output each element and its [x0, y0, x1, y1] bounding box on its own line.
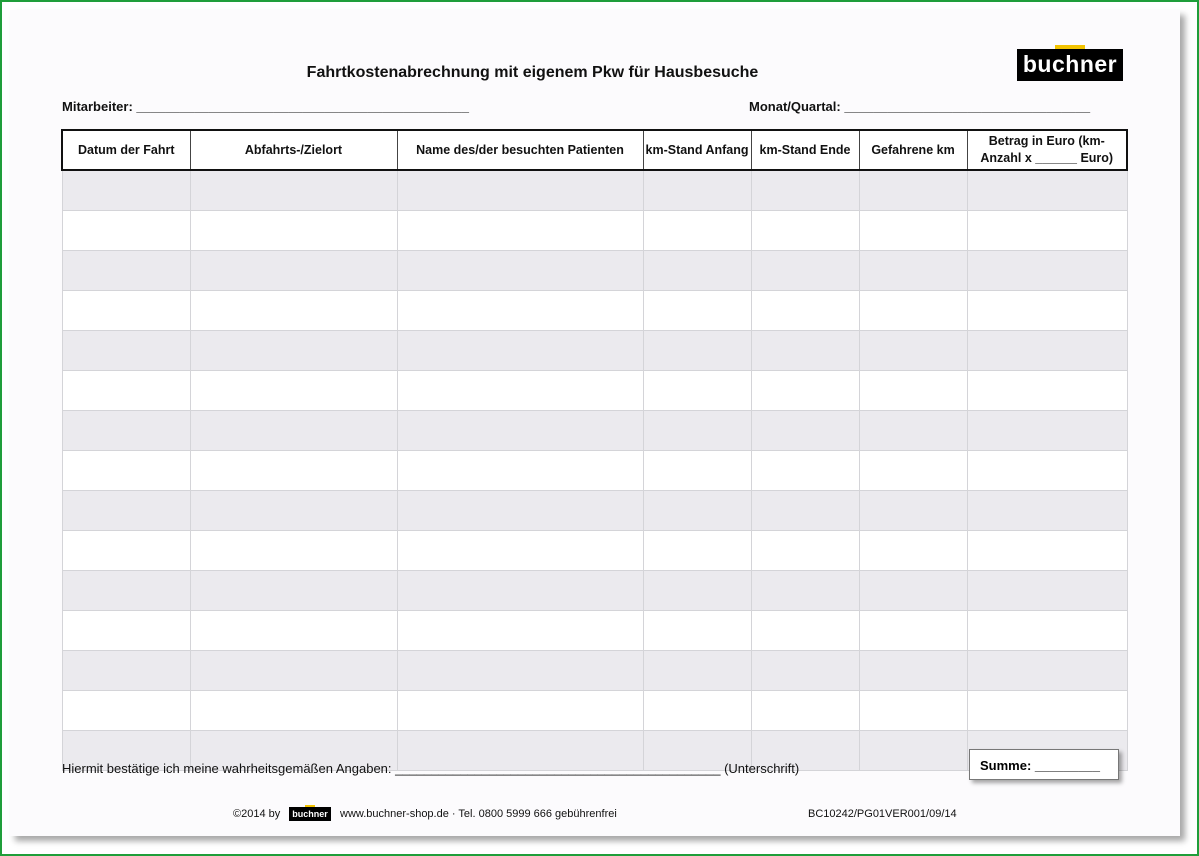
- table-cell[interactable]: [62, 611, 190, 651]
- table-cell[interactable]: [751, 691, 859, 731]
- table-cell[interactable]: [190, 170, 397, 211]
- table-cell[interactable]: [967, 651, 1127, 691]
- table-cell[interactable]: [859, 331, 967, 371]
- table-body: [62, 170, 1127, 771]
- header-km-driven: Gefahrene km: [859, 130, 967, 170]
- table-cell[interactable]: [643, 611, 751, 651]
- table-cell[interactable]: [751, 411, 859, 451]
- table-cell[interactable]: [62, 531, 190, 571]
- table-cell[interactable]: [397, 291, 643, 331]
- table-cell[interactable]: [190, 411, 397, 451]
- period-field[interactable]: Monat/Quartal: __________________________________: [749, 99, 1091, 114]
- logo-text: buchner: [1022, 51, 1118, 77]
- table-cell[interactable]: [859, 691, 967, 731]
- table-cell[interactable]: [190, 531, 397, 571]
- table-cell[interactable]: [751, 531, 859, 571]
- table-cell[interactable]: [859, 251, 967, 291]
- table-cell[interactable]: [859, 731, 967, 771]
- table-cell[interactable]: [397, 571, 643, 611]
- table-cell[interactable]: [859, 611, 967, 651]
- header-date: Datum der Fahrt: [62, 130, 190, 170]
- table-cell[interactable]: [62, 291, 190, 331]
- table-cell[interactable]: [967, 451, 1127, 491]
- table-cell[interactable]: [751, 491, 859, 531]
- table-cell[interactable]: [190, 211, 397, 251]
- table-cell[interactable]: [967, 291, 1127, 331]
- table-row: [62, 251, 1127, 291]
- footer-logo-accent: [305, 805, 315, 807]
- table-cell[interactable]: [62, 651, 190, 691]
- table-cell[interactable]: [751, 170, 859, 211]
- table-cell[interactable]: [190, 611, 397, 651]
- table-cell[interactable]: [751, 331, 859, 371]
- table-cell[interactable]: [190, 691, 397, 731]
- table-cell[interactable]: [643, 451, 751, 491]
- buchner-logo: [1017, 49, 1123, 81]
- table-row: [62, 691, 1127, 731]
- table-cell[interactable]: [397, 411, 643, 451]
- table-row: [62, 611, 1127, 651]
- table-cell[interactable]: [190, 291, 397, 331]
- table-cell[interactable]: [751, 651, 859, 691]
- table-cell[interactable]: [62, 211, 190, 251]
- table-row: [62, 571, 1127, 611]
- table-cell[interactable]: [751, 611, 859, 651]
- table-row: [62, 651, 1127, 691]
- table-cell[interactable]: [643, 651, 751, 691]
- confirmation-line[interactable]: Hiermit bestätige ich meine wahrheitsgemäßen Angaben: _____________________________________________ (Unterschrift): [62, 761, 800, 776]
- table-cell[interactable]: [397, 451, 643, 491]
- table-cell[interactable]: [967, 371, 1127, 411]
- form-title: Fahrtkostenabrechnung mit eigenem Pkw für Hausbesuche: [306, 64, 759, 81]
- table-cell[interactable]: [859, 291, 967, 331]
- header-amount: Betrag in Euro (km-Anzahl x ______ Euro): [967, 130, 1127, 170]
- table-cell[interactable]: [859, 211, 967, 251]
- table-cell[interactable]: [643, 531, 751, 571]
- table-row: [62, 211, 1127, 251]
- table-cell[interactable]: [643, 691, 751, 731]
- footer-code: BC10242/PG01VER001/09/14: [808, 808, 957, 820]
- table-cell[interactable]: [397, 691, 643, 731]
- table-cell[interactable]: [859, 571, 967, 611]
- header-km-start: km-Stand Anfang: [643, 130, 751, 170]
- table-cell[interactable]: [967, 411, 1127, 451]
- footer-copyright: ©2014 by: [233, 808, 281, 820]
- table-cell[interactable]: [967, 251, 1127, 291]
- table-cell[interactable]: [643, 291, 751, 331]
- table-cell[interactable]: [62, 491, 190, 531]
- header-km-end: km-Stand Ende: [751, 130, 859, 170]
- sum-box[interactable]: Summe: _________: [969, 749, 1119, 780]
- table-cell[interactable]: [643, 371, 751, 411]
- table-row: [62, 371, 1127, 411]
- table-cell[interactable]: [190, 251, 397, 291]
- table-cell[interactable]: [62, 371, 190, 411]
- table-cell[interactable]: [62, 571, 190, 611]
- table-cell[interactable]: [397, 491, 643, 531]
- table-cell[interactable]: [967, 571, 1127, 611]
- table-row: [62, 170, 1127, 211]
- table-cell[interactable]: [643, 571, 751, 611]
- table-row: [62, 331, 1127, 371]
- table-cell[interactable]: [751, 211, 859, 251]
- table-cell[interactable]: [967, 491, 1127, 531]
- footer-logo: [289, 807, 331, 821]
- table-cell[interactable]: [190, 451, 397, 491]
- table-cell[interactable]: [62, 691, 190, 731]
- table-cell[interactable]: [643, 251, 751, 291]
- table-cell[interactable]: [751, 251, 859, 291]
- table-cell[interactable]: [751, 571, 859, 611]
- table-cell[interactable]: [397, 371, 643, 411]
- table-cell[interactable]: [859, 451, 967, 491]
- table-cell[interactable]: [397, 651, 643, 691]
- table-cell[interactable]: [967, 331, 1127, 371]
- table-cell[interactable]: [190, 651, 397, 691]
- employee-field[interactable]: Mitarbeiter: ______________________________________________: [62, 99, 469, 114]
- table-cell[interactable]: [859, 371, 967, 411]
- table-row: [62, 411, 1127, 451]
- table-cell[interactable]: [397, 170, 643, 211]
- table-cell[interactable]: [643, 211, 751, 251]
- header-patient: Name des/der besuchten Patienten: [397, 130, 643, 170]
- table-cell[interactable]: [751, 451, 859, 491]
- table-cell[interactable]: [62, 331, 190, 371]
- footer-contact: www.buchner-shop.de · Tel. 0800 5999 666 gebührenfrei: [340, 808, 617, 820]
- table-cell[interactable]: [859, 531, 967, 571]
- table-cell[interactable]: [190, 571, 397, 611]
- table-cell[interactable]: [967, 531, 1127, 571]
- table-cell[interactable]: [397, 251, 643, 291]
- table-cell[interactable]: [62, 170, 190, 211]
- table-cell[interactable]: [397, 611, 643, 651]
- table-row: [62, 531, 1127, 571]
- table-cell[interactable]: [751, 291, 859, 331]
- table-cell[interactable]: [859, 411, 967, 451]
- table-row: [62, 291, 1127, 331]
- table-cell[interactable]: [859, 170, 967, 211]
- table-cell[interactable]: [859, 651, 967, 691]
- table-cell[interactable]: [62, 411, 190, 451]
- table-cell[interactable]: [967, 211, 1127, 251]
- table-cell[interactable]: [397, 331, 643, 371]
- header-route: Abfahrts-/Zielort: [190, 130, 397, 170]
- table-cell[interactable]: [397, 531, 643, 571]
- table-row: [62, 491, 1127, 531]
- table-cell[interactable]: [751, 371, 859, 411]
- table-cell[interactable]: [190, 491, 397, 531]
- table-cell[interactable]: [62, 451, 190, 491]
- table-cell[interactable]: [62, 251, 190, 291]
- footer-logo-text: buchner: [292, 809, 328, 819]
- table-cell[interactable]: [397, 211, 643, 251]
- table-cell[interactable]: [643, 491, 751, 531]
- logo-accent-bar: [1055, 45, 1085, 49]
- table-cell[interactable]: [643, 170, 751, 211]
- table-header-row: [62, 130, 1127, 170]
- table-cell[interactable]: [967, 170, 1127, 211]
- table-cell[interactable]: [643, 411, 751, 451]
- table-cell[interactable]: [859, 491, 967, 531]
- table-cell[interactable]: [967, 611, 1127, 651]
- table-cell[interactable]: [190, 371, 397, 411]
- table-cell[interactable]: [190, 331, 397, 371]
- trip-table: [61, 129, 1128, 771]
- table-row: [62, 451, 1127, 491]
- table-cell[interactable]: [967, 691, 1127, 731]
- table-cell[interactable]: [643, 331, 751, 371]
